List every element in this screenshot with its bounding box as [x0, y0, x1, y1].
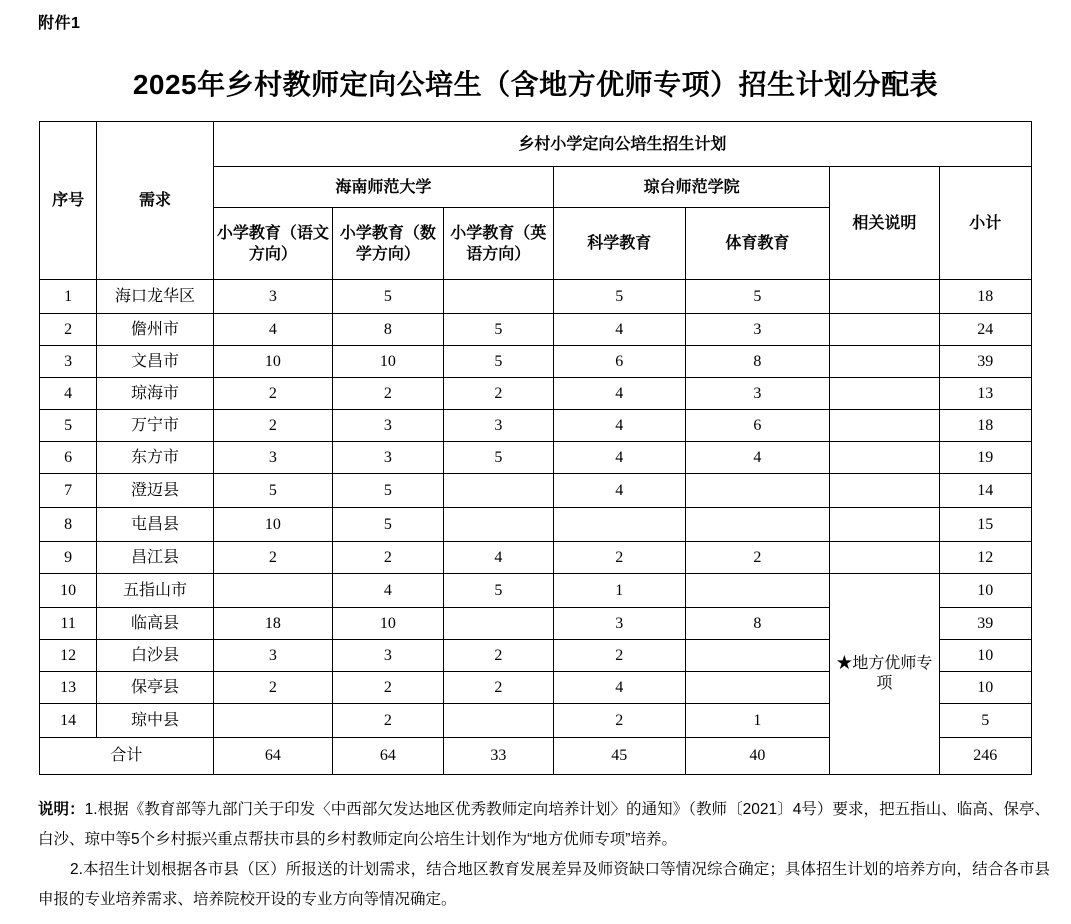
cell-major-pe — [685, 640, 830, 672]
cell-seq: 9 — [40, 542, 97, 574]
cell-major-english: 2 — [443, 672, 553, 704]
attachment-label: 附件1 — [38, 15, 81, 32]
cell-major-math: 5 — [333, 474, 443, 508]
cell-subtotal: 12 — [939, 542, 1031, 574]
cell-subtotal: 19 — [939, 442, 1031, 474]
cell-major-math: 10 — [333, 608, 443, 640]
cell-seq: 6 — [40, 442, 97, 474]
cell-major-english — [443, 608, 553, 640]
cell-major-chinese — [213, 574, 332, 608]
cell-major-english: 2 — [443, 640, 553, 672]
table-row — [40, 314, 1032, 346]
cell-note — [830, 410, 939, 442]
cell-subtotal: 10 — [939, 640, 1031, 672]
cell-seq: 3 — [40, 346, 97, 378]
cell-major-pe: 6 — [685, 410, 830, 442]
cell-subtotal: 15 — [939, 508, 1031, 542]
cell-seq: 10 — [40, 574, 97, 608]
cell-major-pe: 3 — [685, 314, 830, 346]
cell-region: 白沙县 — [97, 640, 213, 672]
cell-major-science: 4 — [554, 672, 686, 704]
cell-major-english — [443, 704, 553, 738]
cell-major-chinese: 2 — [213, 410, 332, 442]
cell-seq: 14 — [40, 704, 97, 738]
cell-major-science: 1 — [554, 574, 686, 608]
table-body — [40, 280, 1032, 775]
cell-major-chinese — [213, 704, 332, 738]
cell-major-english: 5 — [443, 346, 553, 378]
cell-total-label: 合计 — [40, 738, 214, 775]
cell-major-math: 3 — [333, 410, 443, 442]
cell-subtotal: 39 — [939, 346, 1031, 378]
header-major-science: 科学教育 — [554, 208, 686, 280]
cell-total-math: 64 — [333, 738, 443, 775]
cell-note — [830, 378, 939, 410]
cell-major-english: 5 — [443, 574, 553, 608]
cell-major-english — [443, 474, 553, 508]
cell-major-pe: 5 — [685, 280, 830, 314]
header-major-math: 小学教育（数学方向） — [333, 208, 443, 280]
cell-seq: 8 — [40, 508, 97, 542]
cell-major-science: 5 — [554, 280, 686, 314]
cell-seq: 5 — [40, 410, 97, 442]
admission-plan-table — [39, 121, 1032, 775]
footnote-2-text: 2.本招生计划根据各市县（区）所报送的计划需求，结合地区教育发展差异及师资缺口等情况综合确定；具体招生计划的培养方向，结合各市县申报的专业培养需求、培养院校开设的专业方向等情况确定。 — [38, 861, 1050, 908]
cell-major-chinese: 3 — [213, 640, 332, 672]
cell-region: 海口龙华区 — [97, 280, 213, 314]
table-row — [40, 508, 1032, 542]
table-head — [40, 122, 1032, 280]
cell-major-math: 3 — [333, 640, 443, 672]
header-major-english: 小学教育（英语方向） — [443, 208, 553, 280]
header-major-chinese: 小学教育（语文方向） — [213, 208, 332, 280]
footnotes — [38, 795, 1050, 915]
cell-major-science: 4 — [554, 474, 686, 508]
cell-region: 儋州市 — [97, 314, 213, 346]
header-school-qiongtai-normal: 琼台师范学院 — [554, 167, 830, 208]
cell-major-english: 3 — [443, 410, 553, 442]
header-school-hainan-normal: 海南师范大学 — [213, 167, 553, 208]
cell-major-pe — [685, 672, 830, 704]
page-title: 2025年乡村教师定向公培生（含地方优师专项）招生计划分配表 — [132, 69, 939, 100]
cell-major-chinese: 5 — [213, 474, 332, 508]
cell-subtotal: 5 — [939, 704, 1031, 738]
table-row — [40, 574, 1032, 608]
cell-seq: 2 — [40, 314, 97, 346]
footnote-item-1 — [38, 795, 1050, 855]
header-group-top: 乡村小学定向公培生招生计划 — [213, 122, 1031, 167]
cell-region: 屯昌县 — [97, 508, 213, 542]
cell-major-english — [443, 508, 553, 542]
cell-major-pe: 4 — [685, 442, 830, 474]
cell-major-pe: 8 — [685, 346, 830, 378]
table-row — [40, 474, 1032, 508]
cell-total-english: 33 — [443, 738, 553, 775]
cell-major-science: 4 — [554, 378, 686, 410]
header-seq: 序号 — [40, 122, 97, 280]
cell-major-math: 2 — [333, 378, 443, 410]
cell-major-science: 4 — [554, 442, 686, 474]
cell-subtotal: 14 — [939, 474, 1031, 508]
header-need: 需求 — [97, 122, 213, 280]
cell-major-math: 2 — [333, 672, 443, 704]
cell-major-chinese: 3 — [213, 442, 332, 474]
cell-subtotal: 18 — [939, 280, 1031, 314]
cell-total-chinese: 64 — [213, 738, 332, 775]
cell-region: 文昌市 — [97, 346, 213, 378]
cell-major-chinese: 4 — [213, 314, 332, 346]
cell-region: 昌江县 — [97, 542, 213, 574]
table-row — [40, 410, 1032, 442]
cell-major-science: 3 — [554, 608, 686, 640]
cell-major-pe — [685, 474, 830, 508]
cell-seq: 11 — [40, 608, 97, 640]
table-row — [40, 346, 1032, 378]
cell-region: 东方市 — [97, 442, 213, 474]
cell-region: 琼海市 — [97, 378, 213, 410]
cell-major-chinese: 2 — [213, 378, 332, 410]
cell-major-english — [443, 280, 553, 314]
cell-subtotal: 10 — [939, 574, 1031, 608]
cell-major-pe — [685, 508, 830, 542]
cell-seq: 12 — [40, 640, 97, 672]
cell-note — [830, 442, 939, 474]
cell-major-science: 2 — [554, 542, 686, 574]
plan-table-container — [39, 121, 1032, 775]
cell-region: 琼中县 — [97, 704, 213, 738]
cell-major-math: 2 — [333, 542, 443, 574]
footnote-lead-label: 说明： — [38, 801, 85, 818]
cell-subtotal: 24 — [939, 314, 1031, 346]
cell-major-chinese: 10 — [213, 508, 332, 542]
cell-subtotal: 18 — [939, 410, 1031, 442]
cell-major-english: 5 — [443, 314, 553, 346]
cell-major-chinese: 2 — [213, 672, 332, 704]
cell-total-science: 45 — [554, 738, 686, 775]
cell-subtotal: 39 — [939, 608, 1031, 640]
cell-major-math: 2 — [333, 704, 443, 738]
cell-region: 临高县 — [97, 608, 213, 640]
cell-note — [830, 542, 939, 574]
cell-major-pe: 3 — [685, 378, 830, 410]
cell-major-math: 3 — [333, 442, 443, 474]
cell-seq: 1 — [40, 280, 97, 314]
cell-region: 万宁市 — [97, 410, 213, 442]
table-row — [40, 378, 1032, 410]
cell-major-chinese: 18 — [213, 608, 332, 640]
cell-major-science: 6 — [554, 346, 686, 378]
cell-major-english: 4 — [443, 542, 553, 574]
cell-subtotal: 13 — [939, 378, 1031, 410]
cell-major-science — [554, 508, 686, 542]
header-note: 相关说明 — [830, 167, 939, 280]
cell-major-chinese: 3 — [213, 280, 332, 314]
cell-total-subtotal: 246 — [939, 738, 1031, 775]
header-major-pe: 体育教育 — [685, 208, 830, 280]
cell-seq: 7 — [40, 474, 97, 508]
cell-major-pe: 2 — [685, 542, 830, 574]
table-row — [40, 542, 1032, 574]
cell-major-english: 5 — [443, 442, 553, 474]
header-subtotal: 小计 — [939, 167, 1031, 280]
table-row — [40, 280, 1032, 314]
cell-note — [830, 508, 939, 542]
cell-major-chinese: 2 — [213, 542, 332, 574]
cell-region: 保亭县 — [97, 672, 213, 704]
cell-major-pe: 1 — [685, 704, 830, 738]
cell-subtotal: 10 — [939, 672, 1031, 704]
cell-major-science: 2 — [554, 640, 686, 672]
footnote-1-text: 1.根据《教育部等九部门关于印发〈中西部欠发达地区优秀教师定向培养计划〉的通知》（教师〔2021〕4号）要求，把五指山、临高、保亭、白沙、琼中等5个乡村振兴重点帮扶市县的乡村教师定向公培生计划作为“地方优师专项”培养。 — [38, 801, 1050, 848]
cell-total-pe: 40 — [685, 738, 830, 775]
cell-note — [830, 280, 939, 314]
cell-note — [830, 346, 939, 378]
header-row-top — [40, 122, 1032, 167]
footnote-item-2 — [38, 855, 1050, 915]
cell-major-chinese: 10 — [213, 346, 332, 378]
cell-major-science: 2 — [554, 704, 686, 738]
cell-seq: 4 — [40, 378, 97, 410]
table-row — [40, 442, 1032, 474]
cell-major-pe — [685, 574, 830, 608]
cell-seq: 13 — [40, 672, 97, 704]
cell-major-science: 4 — [554, 314, 686, 346]
cell-major-math: 4 — [333, 574, 443, 608]
cell-region: 五指山市 — [97, 574, 213, 608]
cell-major-math: 5 — [333, 508, 443, 542]
cell-note-local-excellent-teacher-program: ★地方优师专项 — [830, 574, 939, 775]
cell-region: 澄迈县 — [97, 474, 213, 508]
cell-major-math: 10 — [333, 346, 443, 378]
cell-note — [830, 314, 939, 346]
cell-note — [830, 474, 939, 508]
cell-major-math: 8 — [333, 314, 443, 346]
cell-major-pe: 8 — [685, 608, 830, 640]
cell-major-math: 5 — [333, 280, 443, 314]
cell-major-science: 4 — [554, 410, 686, 442]
cell-major-english: 2 — [443, 378, 553, 410]
